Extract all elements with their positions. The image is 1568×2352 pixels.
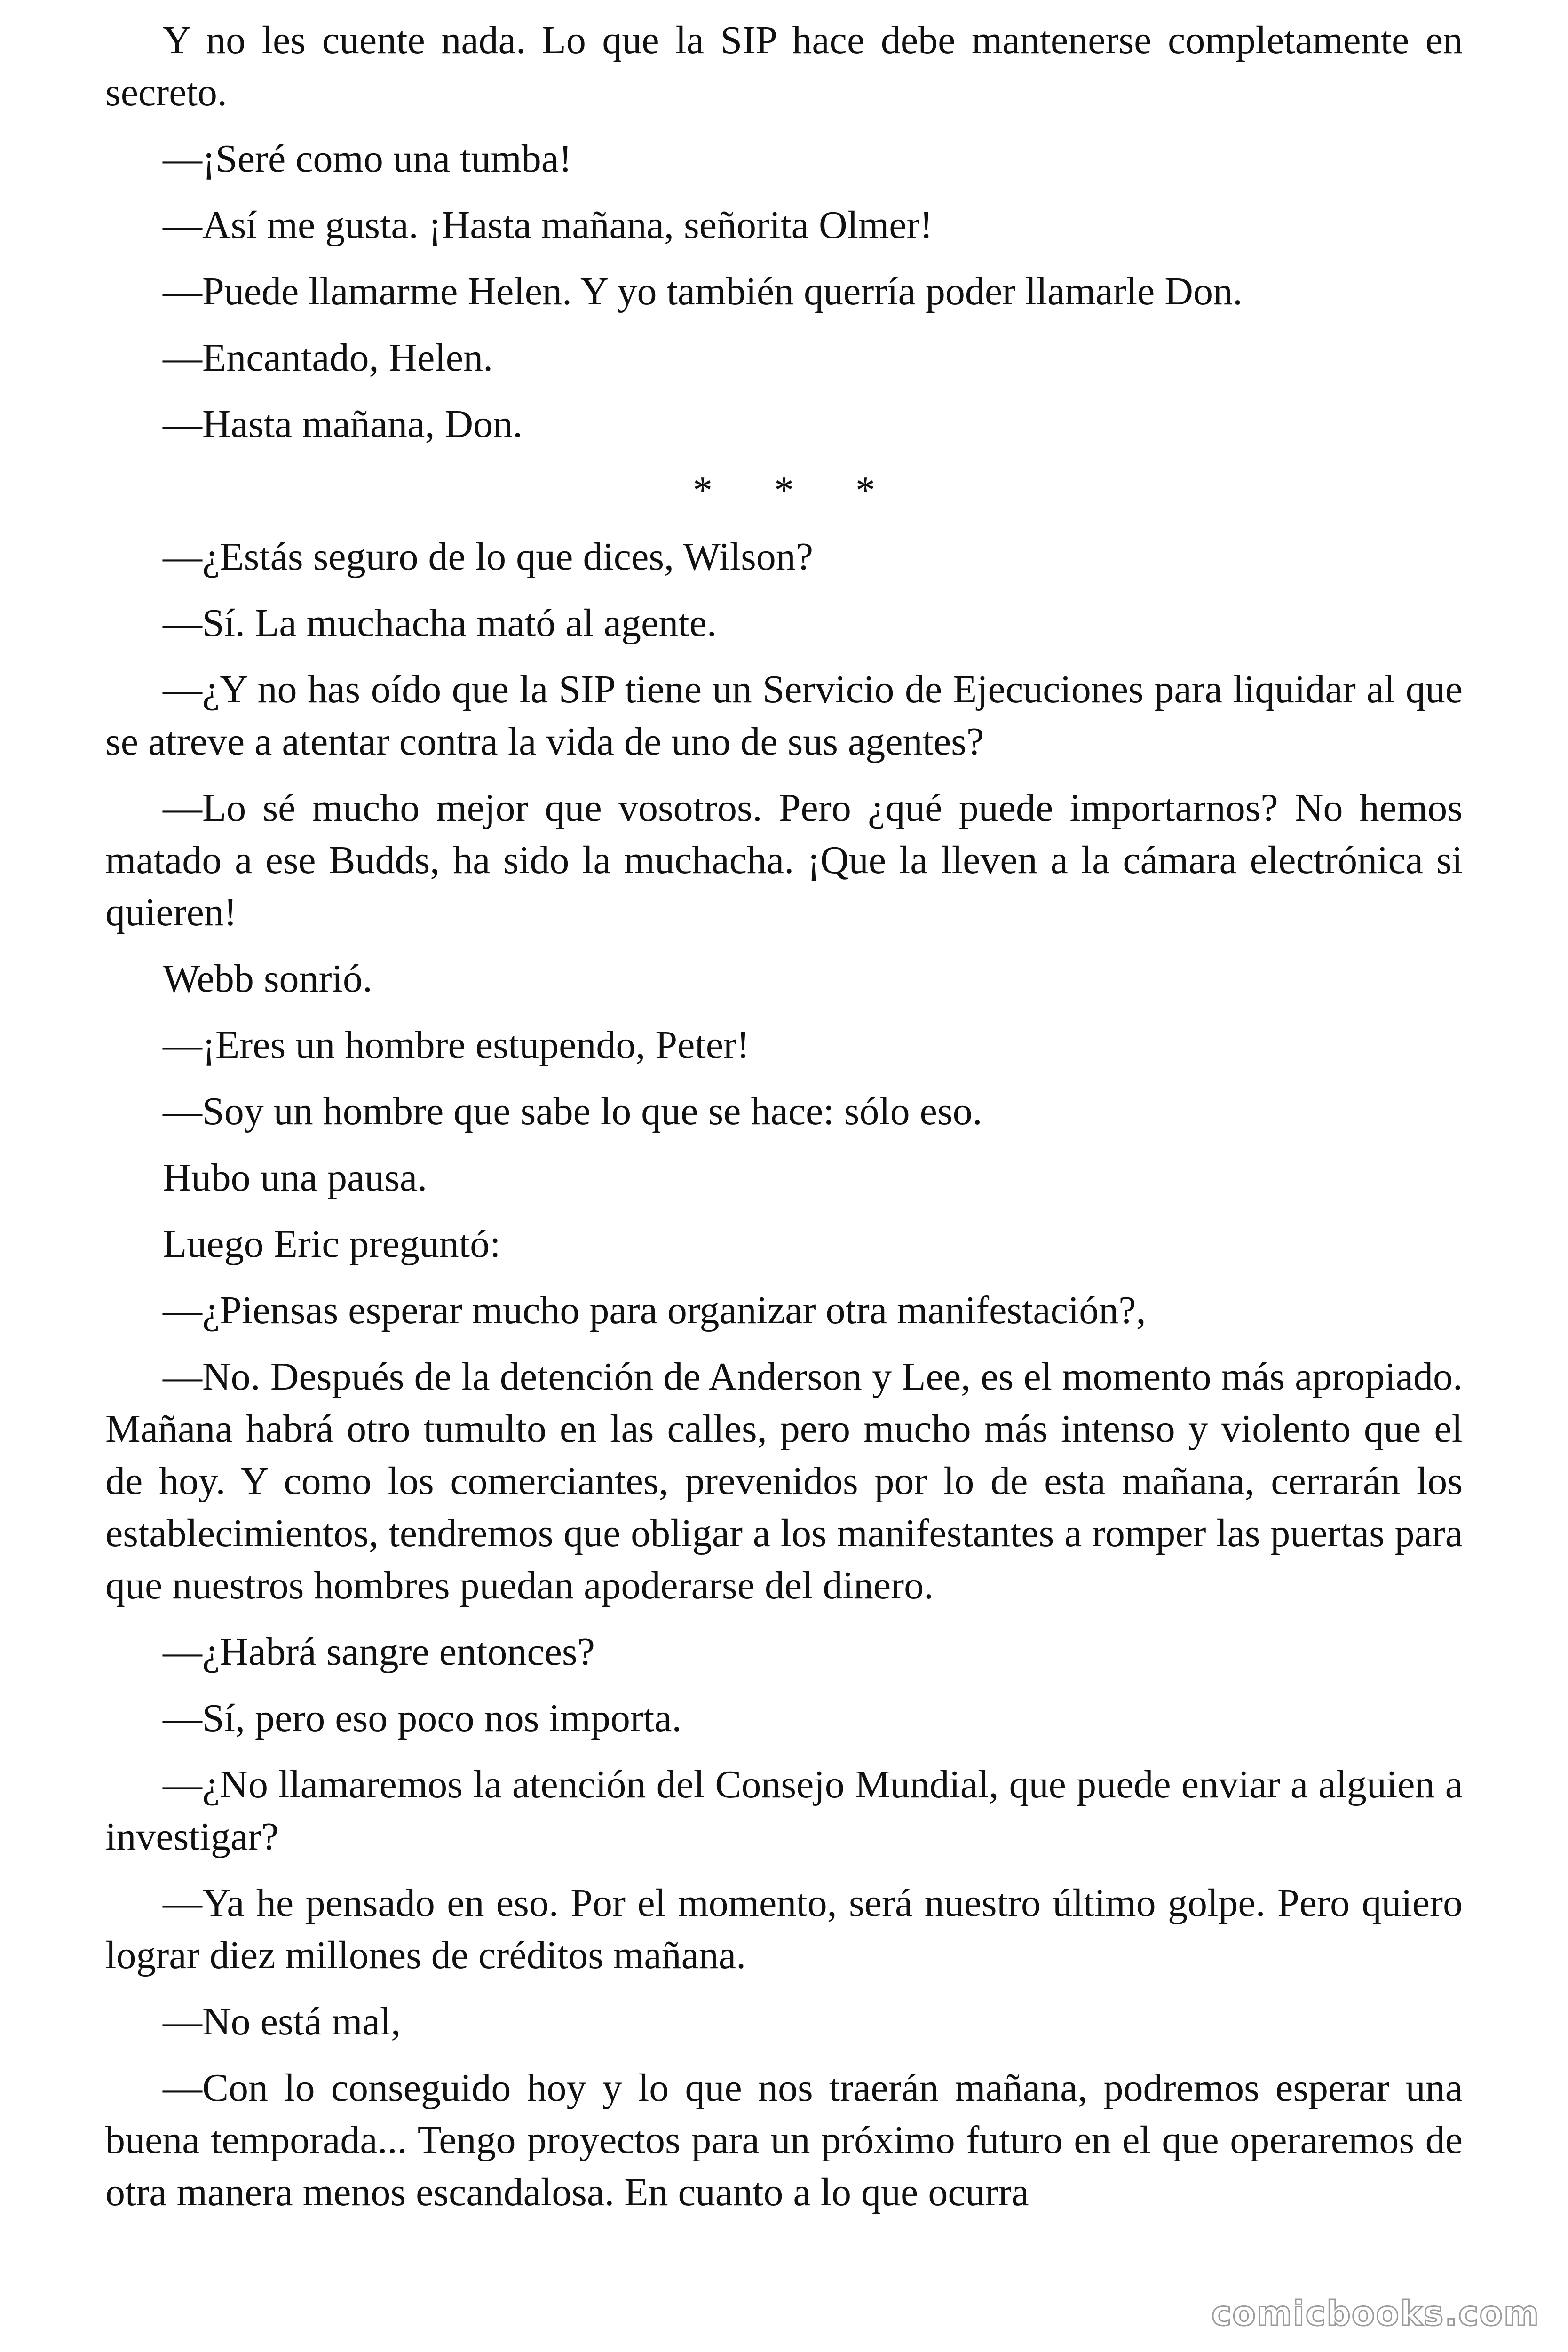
paragraph: —Puede llamarme Helen. Y yo también querría poder llamarle Don.: [163, 270, 1243, 313]
paragraph: —Lo sé mucho mejor que vosotros. Pero ¿qué puede importarnos? No hemos matado a ese Budds, ha sido la muchacha. ¡Que la lleven a la cámara electrónica si quieren!: [105, 786, 1463, 934]
paragraph: Luego Eric preguntó:: [163, 1222, 501, 1266]
paragraph: —¡Eres un hombre estupendo, Peter!: [163, 1023, 750, 1067]
paragraph: —Así me gusta. ¡Hasta mañana, señorita Olmer!: [163, 203, 933, 247]
paragraph: Hubo una pausa.: [163, 1156, 428, 1200]
paragraph: —Con lo conseguido hoy y lo que nos traerán mañana, podremos esperar una buena temporada... Tengo proyectos para un próximo futuro en el que operaremos de otra manera menos escandalosa. En cuanto a lo que ocurra: [105, 2066, 1463, 2214]
paragraph: —No. Después de la detención de Anderson y Lee, es el momento más apropiado. Mañana habrá otro tumulto en las calles, pero mucho más intenso y violento que el de hoy. Y como los comerciantes, prevenidos por lo de esta mañana, cerrarán los establecimientos, tendremos que obligar a los manifestantes a romper las puertas para que nuestros hombres puedan apoderarse del dinero.: [105, 1355, 1463, 1607]
paragraph: —¿Piensas esperar mucho para organizar otra manifestación?,: [163, 1288, 1146, 1332]
paragraph: —¡Seré como una tumba!: [163, 137, 572, 181]
paragraph: —Ya he pensado en eso. Por el momento, será nuestro último golpe. Pero quiero lograr diez millones de créditos mañana.: [105, 1881, 1463, 1977]
paragraph: —¿No llamaremos la atención del Consejo Mundial, que puede enviar a alguien a investigar?: [105, 1763, 1463, 1859]
paragraph: —¿Estás seguro de lo que dices, Wilson?: [163, 535, 814, 579]
paragraph: Y no les cuente nada. Lo que la SIP hace debe mantenerse completamente en secreto.: [105, 18, 1463, 114]
paragraph: —¿Habrá sangre entonces?: [163, 1630, 595, 1674]
paragraph: —Hasta mañana, Don.: [163, 402, 523, 446]
document-page: [105, 14, 1463, 2233]
paragraph: —Soy un hombre que sabe lo que se hace: sólo eso.: [163, 1089, 982, 1133]
paragraph: Webb sonrió.: [163, 957, 372, 1001]
paragraph: —Encantado, Helen.: [163, 336, 493, 380]
paragraph: —Sí. La muchacha mató al agente.: [163, 601, 717, 645]
paragraph: —Sí, pero eso poco nos importa.: [163, 1696, 682, 1740]
scene-break: * * *: [693, 469, 875, 512]
watermark: comicbooks.com: [1211, 2294, 1540, 2333]
paragraph: —No está mal,: [163, 2000, 401, 2043]
paragraph: —¿Y no has oído que la SIP tiene un Servicio de Ejecuciones para liquidar al que se atreve a atentar contra la vida de uno de sus agentes?: [105, 667, 1463, 763]
